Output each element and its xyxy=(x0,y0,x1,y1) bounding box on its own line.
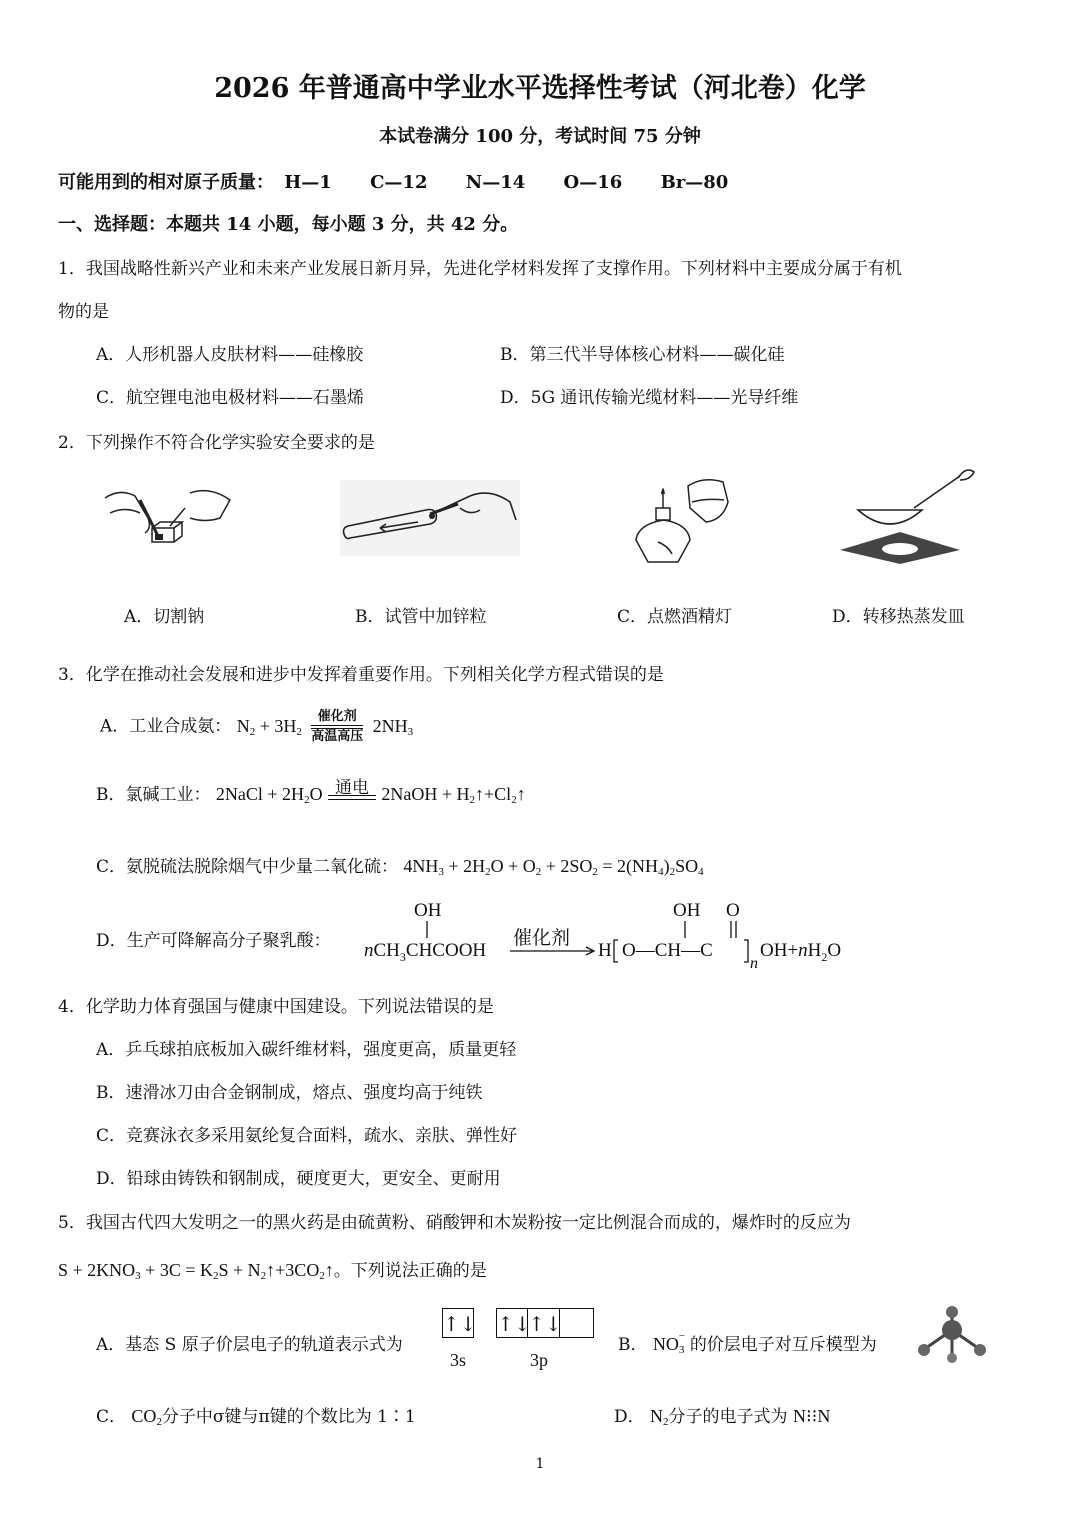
q3-option-b xyxy=(96,780,526,806)
q5-stem-line2 xyxy=(58,1256,487,1282)
svg-text:O—CH—C: O—CH—C xyxy=(622,940,713,961)
q5-b-text: 的价层电子对互斥模型为 xyxy=(689,1335,877,1355)
atomic-mass-h: H—1 xyxy=(284,172,332,193)
q1-option-b: B．第三代半导体核心材料——碳化硅 xyxy=(500,345,785,365)
q3-d-label: D．生产可降解高分子聚乳酸： xyxy=(96,931,331,951)
q3-a-temp-pressure: 高温高压 xyxy=(311,729,364,744)
atomic-mass-c: C—12 xyxy=(370,172,428,193)
svg-text:n: n xyxy=(750,955,758,972)
atomic-mass-o: O—16 xyxy=(563,172,623,193)
atomic-masses xyxy=(58,168,728,194)
q4-option-a: A．乒乓球拍底板加入碳纤维材料，强度更高，质量更轻 xyxy=(96,1040,517,1060)
planar-triangle-model-icon xyxy=(912,1306,992,1366)
q5-equation: $S + 2KNO_3 + 3C = K_2S$ + $N_2↑+3CO_2↑$ xyxy=(58,1260,334,1282)
q3-stem: 3．化学在推动社会发展和进步中发挥着重要作用。下列相关化学方程式错误的是 xyxy=(58,665,664,685)
orbital-3s-label: 3s xyxy=(450,1350,467,1370)
q2-caption-b: B．试管中加锌粒 xyxy=(355,607,487,627)
svg-text:OH: OH xyxy=(673,900,701,921)
atomic-mass-br: Br—80 xyxy=(660,172,729,193)
q5-option-c xyxy=(96,1402,416,1428)
q2-caption-d: D．转移热蒸发皿 xyxy=(832,607,965,627)
svg-text:OH+nH2O: $OH+nH_2O$ xyxy=(760,940,842,964)
q1-option-c: C．航空锂电池电极材料——石墨烯 xyxy=(96,388,365,408)
orbital-3p-box-1: ↑↓ xyxy=(496,1308,528,1338)
q3-b-condition xyxy=(328,778,376,800)
q1-stem-line1: 1．我国战略性新兴产业和未来产业发展日新月异，先进化学材料发挥了支撑作用。下列材料中主要成分属于有机 xyxy=(58,259,902,279)
q5-a-label: A．基态 S 原子价层电子的轨道表示式为 xyxy=(96,1335,403,1355)
q5-option-d xyxy=(614,1402,830,1428)
section-heading: 一、选择题：本题共 14 小题，每小题 3 分，共 42 分。 xyxy=(58,214,519,235)
q3-a-reactants: $N_2 + 3H_2$ xyxy=(236,715,302,738)
nitrate-formula: NO $_{- 3}$ xyxy=(652,1330,686,1356)
q5-c-text: 分子中σ键与π键的个数比为 1∶1 xyxy=(161,1407,416,1427)
q4-option-d: D．铅球由铸铁和钢制成，硬度更大，更安全、更耐用 xyxy=(96,1169,501,1189)
q3-c-label: C．氨脱硫法脱除烟气中少量二氧化硫： xyxy=(96,857,399,877)
q4-stem: 4．化学助力体育强国与健康中国建设。下列说法错误的是 xyxy=(58,997,494,1017)
q3-a-catalyst: 催化剂 xyxy=(317,709,357,724)
q1-option-a: A．人形机器人皮肤材料——硅橡胶 xyxy=(96,345,364,365)
q3-b-products: 2NaOH + $H_2↑+Cl_2↑$ xyxy=(381,784,526,806)
svg-text:OH: OH xyxy=(414,900,442,921)
q5-option-b xyxy=(618,1330,877,1356)
alcohol-lamp-figure xyxy=(628,472,738,564)
atomic-masses-label: 可能用到的相对原子质量： xyxy=(58,172,274,193)
svg-text:H: H xyxy=(598,940,612,961)
q3-b-reactants: 2NaCl + $2H_2O$ xyxy=(215,784,323,806)
q3-a-condition xyxy=(311,710,363,744)
q5-stem-tail: 。下列说法正确的是 xyxy=(333,1261,487,1281)
q1-option-d: D．5G 通讯传输光缆材料——光导纤维 xyxy=(500,388,799,408)
n2-electron-formula: N⁝⁝N xyxy=(792,1406,831,1426)
q3-b-electrolysis: 通电 xyxy=(334,778,369,798)
polylactic-acid-equation xyxy=(360,894,880,974)
evaporating-dish-figure xyxy=(840,462,980,564)
co2-formula: $CO_2$ xyxy=(131,1406,162,1428)
n2-formula: $N_2$ xyxy=(650,1406,669,1428)
orbital-3p-box-2: ↑↓ xyxy=(528,1308,560,1338)
q3-d-catalyst-label: 催化剂 xyxy=(513,928,571,949)
exam-subtitle: 本试卷满分 100 分，考试时间 75 分钟 xyxy=(379,126,701,147)
orbital-3p-label: 3p xyxy=(530,1350,548,1370)
q3-b-label: B．氯碱工业： xyxy=(96,785,211,805)
test-tube-zinc-figure xyxy=(340,480,520,556)
q3-option-a xyxy=(100,710,413,744)
q3-c-equation: $4NH_3 + 2H_2O + O_2 + 2SO_2 = 2(NH_4)_2SO_4$ xyxy=(403,856,704,878)
q5-c-label: C． xyxy=(96,1407,127,1427)
exam-title: 2026 年普通高中学业水平选择性考试（河北卷）化学 xyxy=(214,73,866,104)
q2-stem: 2．下列操作不符合化学实验安全要求的是 xyxy=(58,433,375,453)
q4-option-c: C．竞赛泳衣多采用氨纶复合面料，疏水、亲肤、弹性好 xyxy=(96,1126,518,1146)
q1-stem-line2: 物的是 xyxy=(58,302,109,322)
orbital-diagram xyxy=(442,1308,594,1338)
q5-d-label: D． xyxy=(614,1407,645,1427)
q3-a-label: A．工业合成氨： xyxy=(100,716,232,737)
q2-caption-a: A．切割钠 xyxy=(124,607,205,627)
svg-text:nCH3CHCOOH: nCH$_3$CHCOOH xyxy=(364,940,487,964)
q3-a-product: $2NH_3$ xyxy=(372,715,414,738)
q2-caption-c: C．点燃酒精灯 xyxy=(617,607,733,627)
q3-option-c xyxy=(96,852,704,878)
q5-b-label: B． xyxy=(618,1335,648,1355)
atomic-mass-n: N—14 xyxy=(465,172,526,193)
q5-stem-line1: 5．我国古代四大发明之一的黑火药是由硫黄粉、硝酸钾和木炭粉按一定比例混合而成的，爆炸时的反应为 xyxy=(58,1213,851,1233)
orbital-3s-box: ↑↓ xyxy=(442,1308,474,1338)
q5-d-text: 分子的电子式为 xyxy=(668,1407,788,1427)
q4-option-b: B．速滑冰刀由合金钢制成，熔点、强度均高于纯铁 xyxy=(96,1083,483,1103)
page-number: 1 xyxy=(535,1456,545,1472)
orbital-3p-box-3 xyxy=(560,1308,594,1338)
cutting-sodium-figure xyxy=(100,478,240,558)
svg-text:O: O xyxy=(726,900,740,921)
